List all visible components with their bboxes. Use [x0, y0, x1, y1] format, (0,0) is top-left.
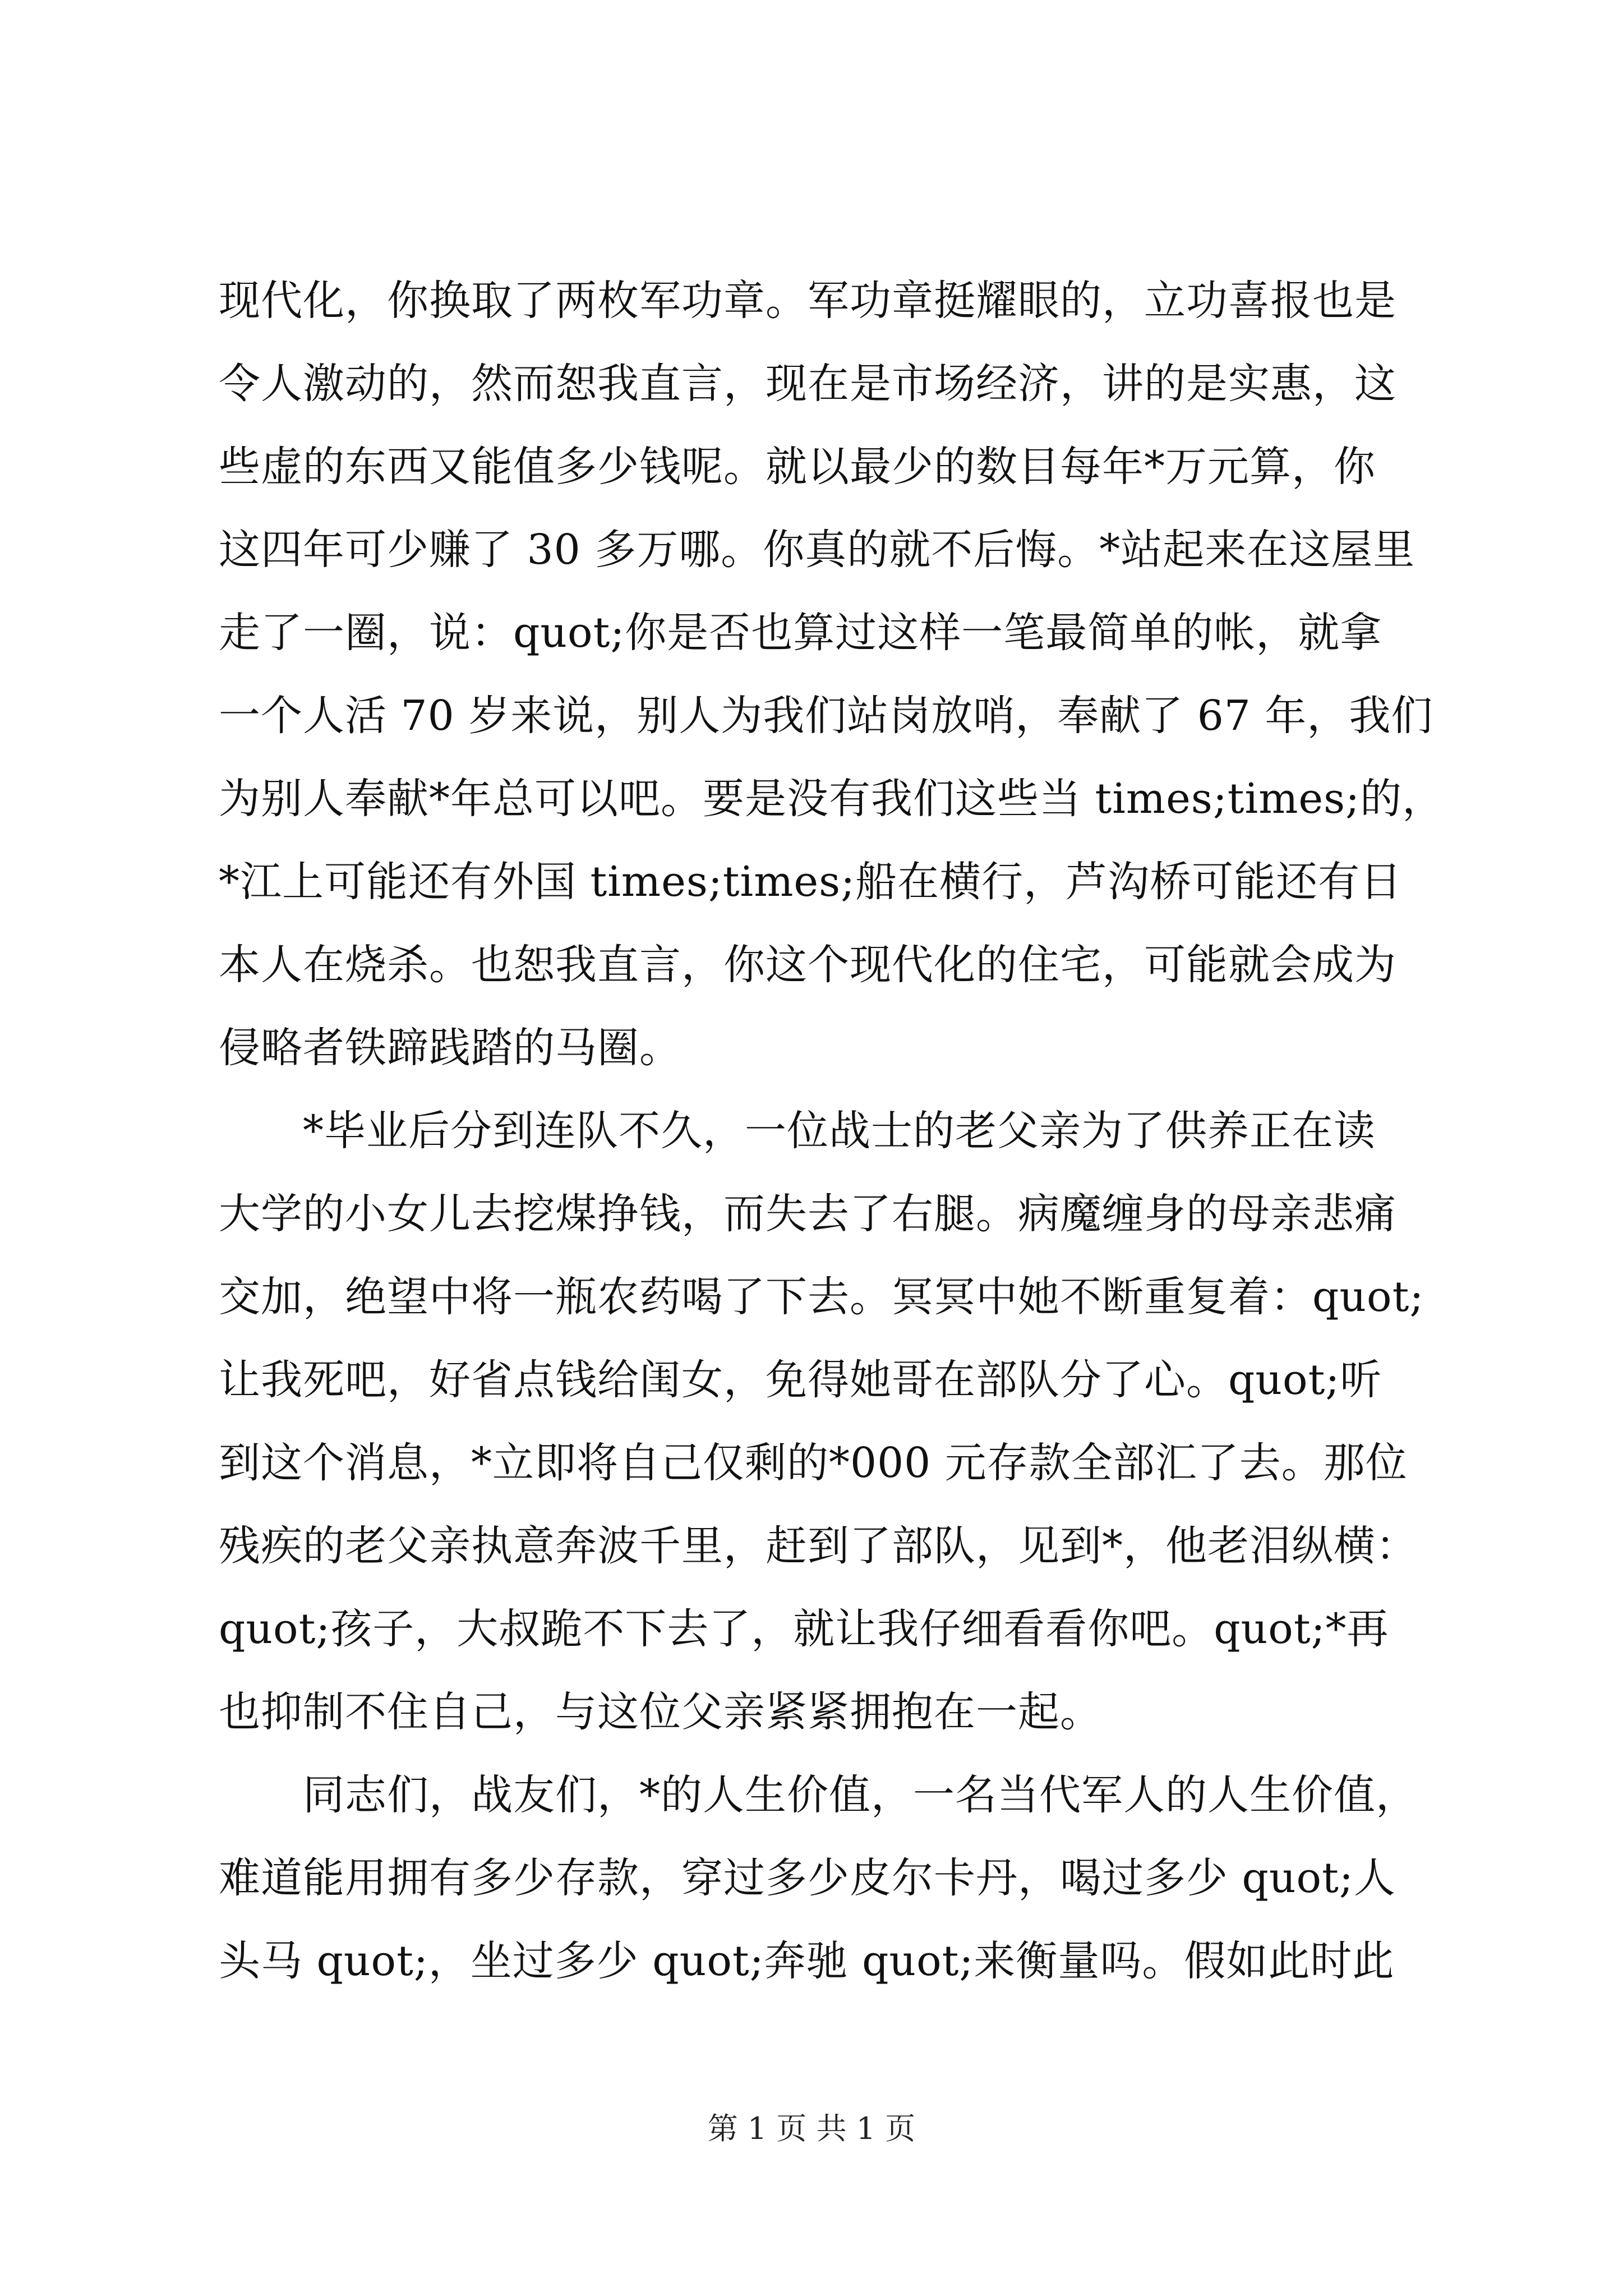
text-line: 难道能用拥有多少存款，穿过多少皮尔卡丹，喝过多少 quot;人 — [219, 1854, 1396, 1902]
text-line: 侵略者铁蹄践踏的马圈。 — [219, 1024, 681, 1072]
text-line: 令人激动的，然而恕我直言，现在是市场经济，讲的是实惠，这 — [219, 360, 1396, 408]
text-line: 到这个消息，*立即将自己仅剩的*000 元存款全部汇了去。那位 — [219, 1439, 1408, 1487]
text-line: 交加，绝望中将一瓶农药喝了下去。冥冥中她不断重复着：quot; — [219, 1273, 1424, 1321]
text-line: 现代化，你换取了两枚军功章。军功章挺耀眼的，立功喜报也是 — [219, 277, 1396, 325]
text-line: 本人在烧杀。也恕我直言，你这个现代化的住宅，可能就会成为 — [219, 941, 1396, 989]
document-body — [219, 259, 1445, 2003]
text-line: 走了一圈，说：quot;你是否也算过这样一笔最简单的帐，就拿 — [219, 609, 1382, 657]
text-line: 些虚的东西又能值多少钱呢。就以最少的数目每年*万元算，你 — [219, 443, 1376, 491]
text-line: 一个人活 70 岁来说，别人为我们站岗放哨，奉献了 67 年，我们 — [219, 692, 1433, 740]
page-number-footer: 第 1 页 共 1 页 — [707, 2111, 916, 2146]
text-line: 也抑制不住自己，与这位父亲紧紧拥抱在一起。 — [219, 1688, 1102, 1736]
text-line: *江上可能还有外国 times;times;船在横行，芦沟桥可能还有日 — [219, 858, 1403, 906]
text-line: 大学的小女儿去挖煤挣钱，而失去了右腿。病魔缠身的母亲悲痛 — [219, 1190, 1396, 1238]
text-line: 这四年可少赚了 30 多万哪。你真的就不后悔。*站起来在这屋里 — [219, 526, 1415, 574]
text-line: 残疾的老父亲执意奔波千里，赶到了部队，见到*，他老泪纵横： — [219, 1522, 1418, 1570]
text-line: 让我死吧，好省点钱给闺女，免得她哥在部队分了心。quot;听 — [219, 1356, 1382, 1404]
text-line: 同志们，战友们，*的人生价值，一名当代军人的人生价值， — [219, 1771, 1418, 1819]
text-line: 头马 quot;，坐过多少 quot;奔驰 quot;来衡量吗。假如此时此 — [219, 1937, 1395, 1985]
text-line: 为别人奉献*年总可以吧。要是没有我们这些当 times;times;的， — [219, 775, 1445, 823]
text-line: *毕业后分到连队不久，一位战士的老父亲为了供养正在读 — [219, 1107, 1376, 1155]
text-line: quot;孩子，大叔跪不下去了，就让我仔细看看你吧。quot;*再 — [219, 1605, 1389, 1653]
